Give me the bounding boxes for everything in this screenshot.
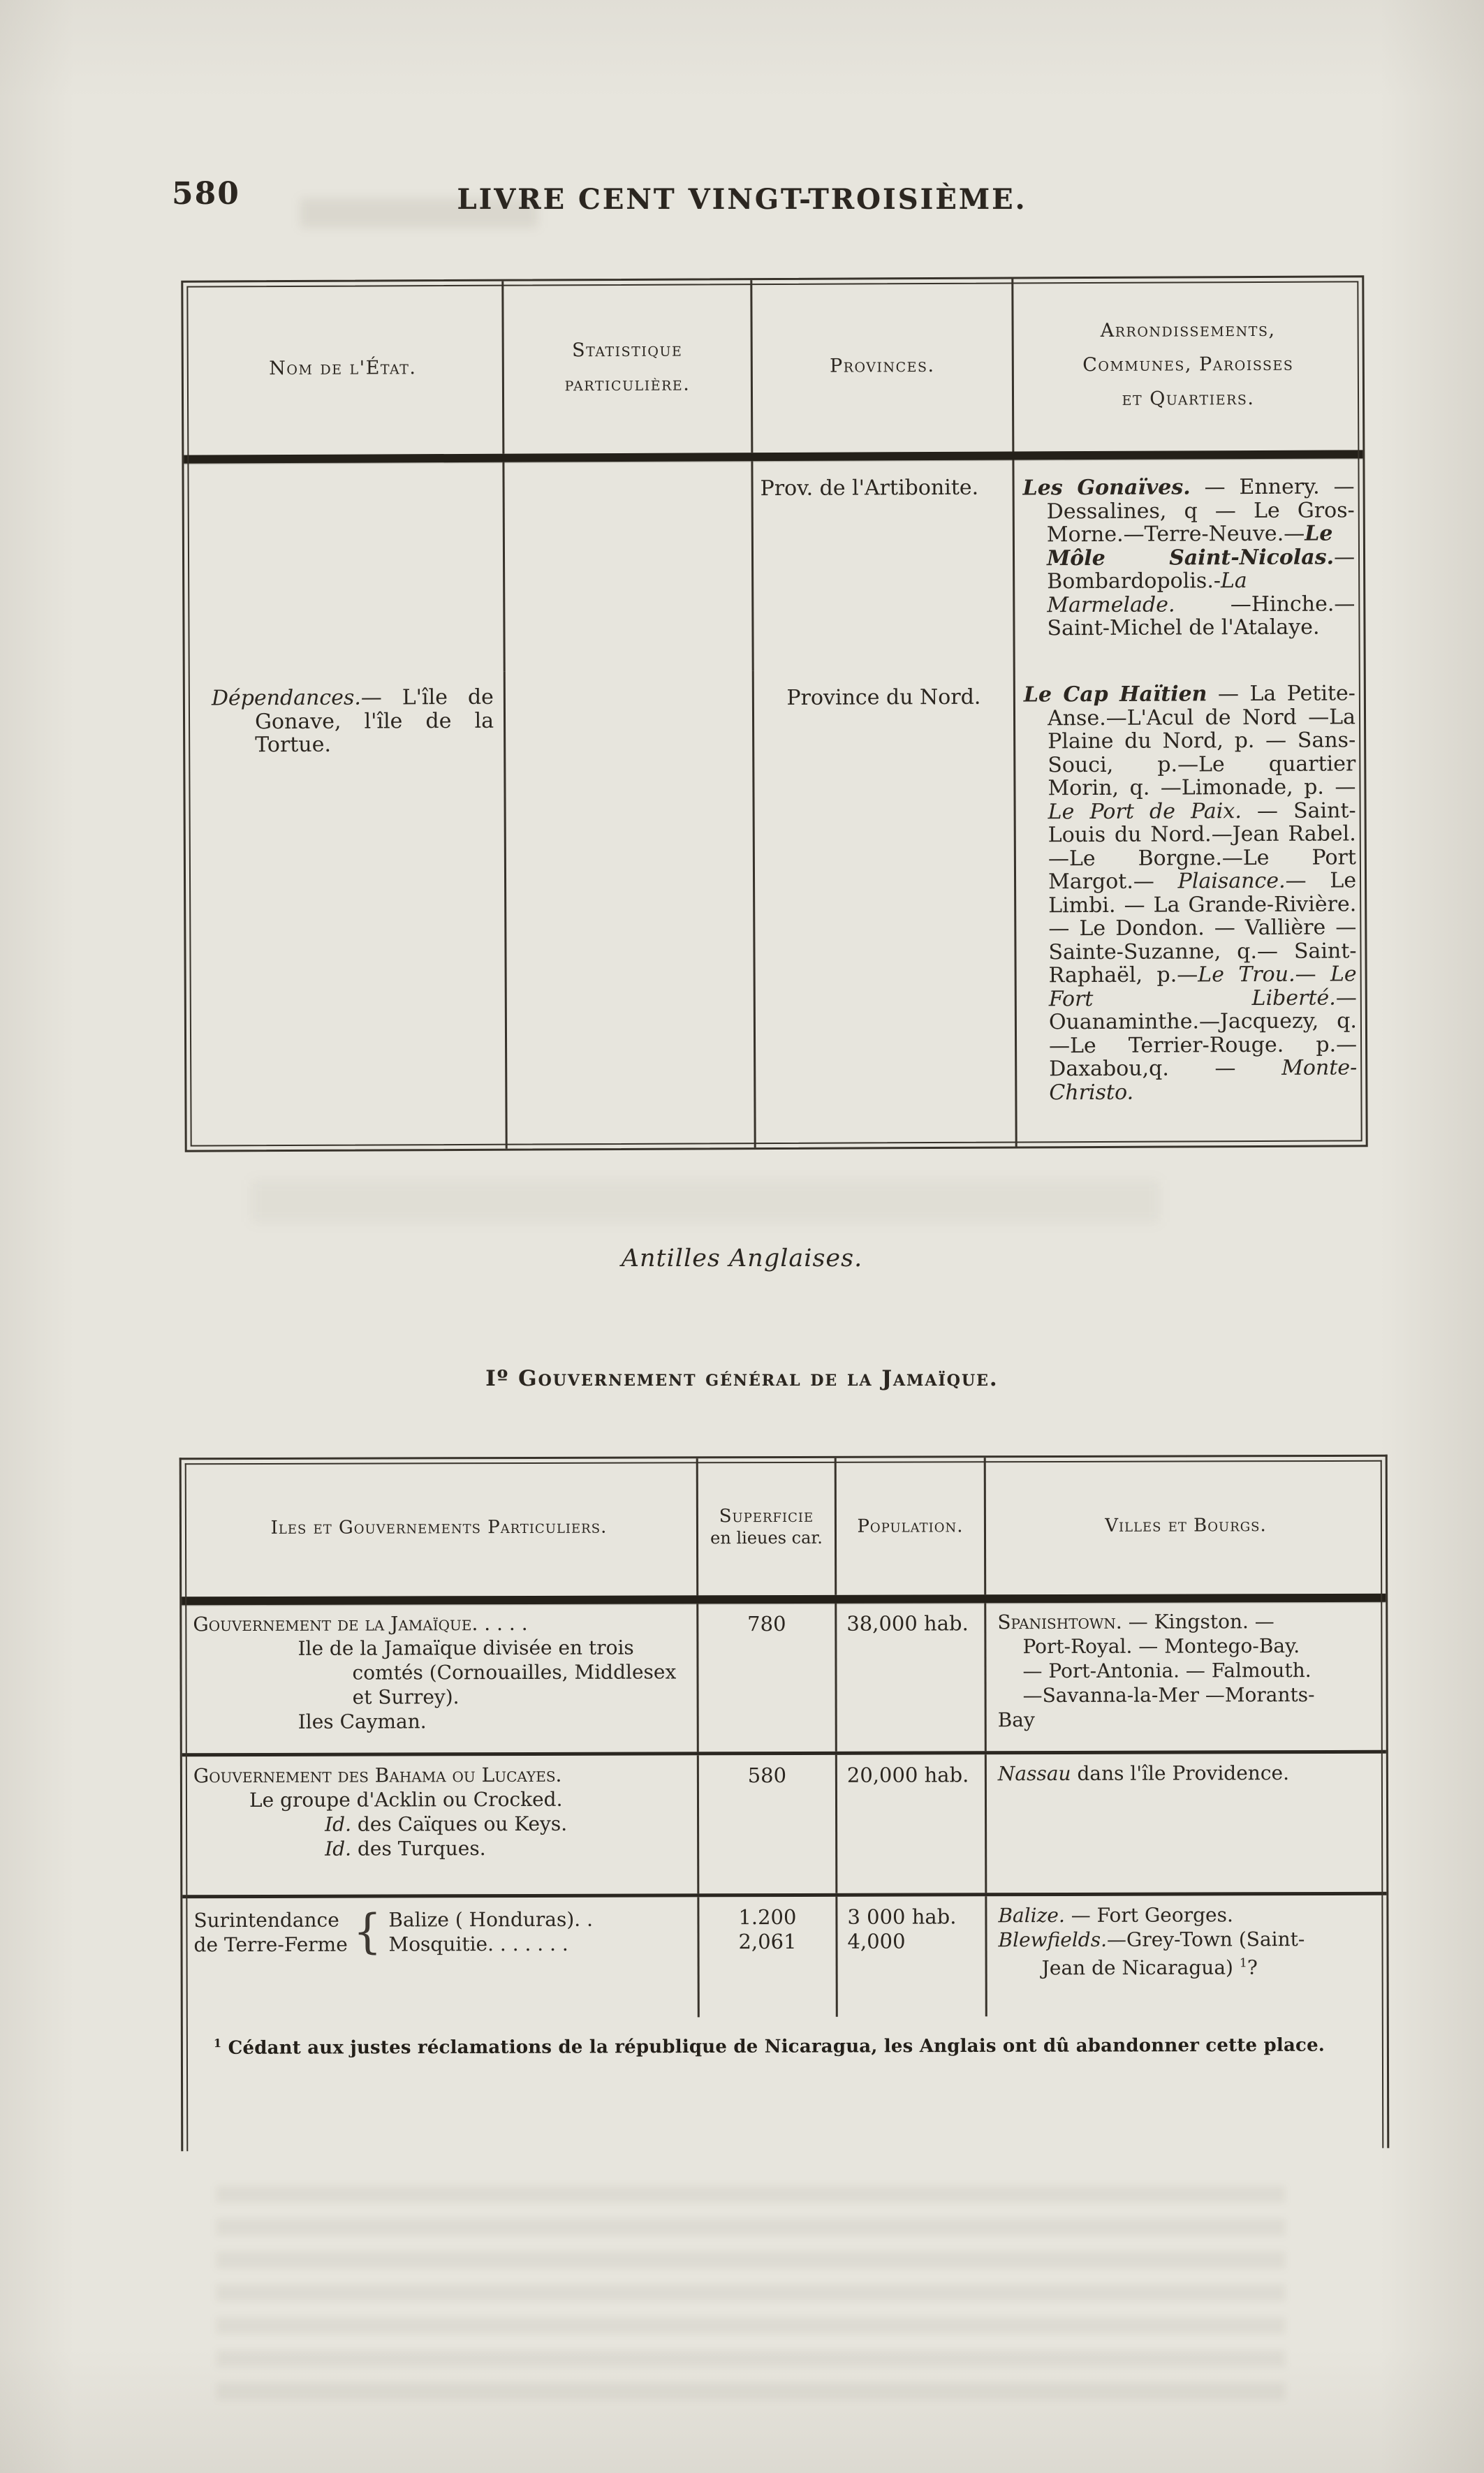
cell-population-bahama: 20,000 hab. [835,1754,985,1893]
superficie-line: 2,061 [738,1929,797,1954]
cell-superficie-terre-ferme [697,1897,835,2018]
antilles-anglaises-table [179,1455,1390,2152]
table1-cell-etat-empty [184,462,503,673]
table2-row-jamaique [182,1602,1386,1754]
cell-villes-terre-ferme: Balize. — Fort Georges. Blewfields.—Grey-Town (Saint- Jean de Nicaragua) $^1$? [985,1895,1386,2017]
footnote-text: $^1$ Cédant aux justes réclamations de la république de Nicaragua, les Anglais ont dû abandonner cette place. [213,2034,1325,2059]
cell-villes-bahama: Nassau dans l'île Providence. [985,1754,1387,1893]
communes-list-paragraph: Les Gonaïves. — Ennery. — Dessalines, q — Le Gros-Morne.—Terre-Neuve.—Le Môle Saint-Nicolas.—Bombardopolis.-La Marmelade. —Hinche.— Saint-Michel de l'Atalaye. [1022,474,1356,641]
table2-row-bahama [182,1754,1387,1895]
cell-villes-jamaique: Spanishtown. — Kingston. — Port-Royal. — Montego-Bay. — Port-Antonia. — Falmouth. —Savanna-la-Mer —Morants- Bay [984,1602,1386,1752]
table1-body [184,458,1365,1150]
cell-gouvernement-bahama: Gouvernement des Bahama ou Lucayes. Le groupe d'Acklin ou Crocked. Id. des Caïques ou Keys. Id. des Turques. [193,1763,568,1861]
table1-header-row [183,277,1362,455]
territory-line: Mosquitie. . . . . . . [388,1932,568,1956]
surintendance-territories [388,1907,593,1957]
section-heading-antilles-anglaises: Antilles Anglaises. [621,1245,863,1272]
table1-cell-communes-nord [1013,668,1366,1146]
table1-header-nom-etat: Nom de l'État. [269,357,417,380]
table2-header-row [182,1457,1386,1597]
table1-cell-dependances [185,672,506,1150]
table1-cell-statistique-empty [504,670,754,1149]
table1-cell-province-nord: Province du Nord. [752,670,1015,1148]
table1-cell-statistique-empty [502,461,751,672]
brace-glyph: { [353,1905,382,1960]
cell-superficie-jamaique: 780 [696,1604,835,1752]
table2-header-iles: Iles et Gouvernements Particuliers. [270,1516,608,1539]
surintendance-line: Surintendance [193,1908,339,1932]
table1-cell-province-artibonite: Prov. de l'Artibonite. [751,460,1013,671]
header-line: Superficie [719,1505,814,1527]
table2-header-villes: Villes et Bourgs. [984,1457,1386,1595]
header-line: particulière. [564,373,691,395]
table2-header-superficie [696,1458,835,1596]
bleed-through-artifact [216,2186,1285,2402]
territory-line: Balize ( Honduras). . [388,1907,594,1932]
bleed-through-artifact [251,1180,1159,1222]
table2-header-population: Population. [835,1458,985,1595]
superficie-line: 1.200 [738,1905,797,1930]
cell-gouvernement-jamaique: Gouvernement de la Jamaïque. . . . . Ile de la Jamaïque divisée en trois comtés (Cornouailles, Middlesex et Surrey). Iles Cayman. [193,1611,677,1733]
communes-list-paragraph: Le Cap Haïtien — La Petite-Anse.—L'Acul de Nord —La Plaine du Nord, p. — Sans-Souci, p.—Le quartier Morin, q. —Limonade, p. — Le Port de Paix. — Saint-Louis du Nord.—Jean Rabel. —Le Borgne.—Le Port Margot.— Plaisance.— Le Limbi. — La Grande-Rivière. — Le Dondon. — Vallière — Sainte-Suzanne, q.— Saint-Raphaël, p.—Le Trou.— Le Fort Liberté.— Ouanaminthe.—Jacquezy, q.—Le Terrier-Rouge. p.—Daxabou,q. — Monte-Christo. [1023,681,1358,1105]
table1-header-arrondissements [1011,277,1362,451]
population-line: 4,000 [847,1929,906,1953]
haiti-provinces-table [181,275,1367,1152]
header-line: Statistique [572,339,683,361]
page-number: 580 [172,176,240,212]
header-line: en lieues car. [710,1527,823,1548]
table1-header-statistique [501,280,751,454]
subsection-heading-jamaique: Iº Gouvernement général de la Jamaïque. [485,1366,999,1391]
table2-footnote-area [183,2016,1387,2152]
table1-cell-communes-artibonite [1012,458,1363,669]
dependances-paragraph: Dépendances.— L'île de Gonave, l'île de la Tortue. [211,684,494,758]
table2-row-terre-ferme [182,1895,1386,2019]
population-line: 3 000 hab. [847,1905,957,1929]
running-title: LIVRE CENT VINGT-TROISIÈME. [457,183,1027,216]
surintendance-line: de Terre-Ferme [193,1932,348,1957]
cell-superficie-bahama: 580 [697,1755,836,1894]
header-line: Communes, Paroisses [1082,353,1294,376]
table1-header-provinces: Provinces. [750,279,1012,453]
cell-surintendance [182,1897,697,2018]
header-line: Arrondissements, [1100,318,1276,342]
cell-population-terre-ferme [835,1896,985,2017]
cell-population-jamaique: 38,000 hab. [835,1603,985,1752]
header-line: et Quartiers. [1122,387,1255,410]
surintendance-label [188,1908,347,1958]
